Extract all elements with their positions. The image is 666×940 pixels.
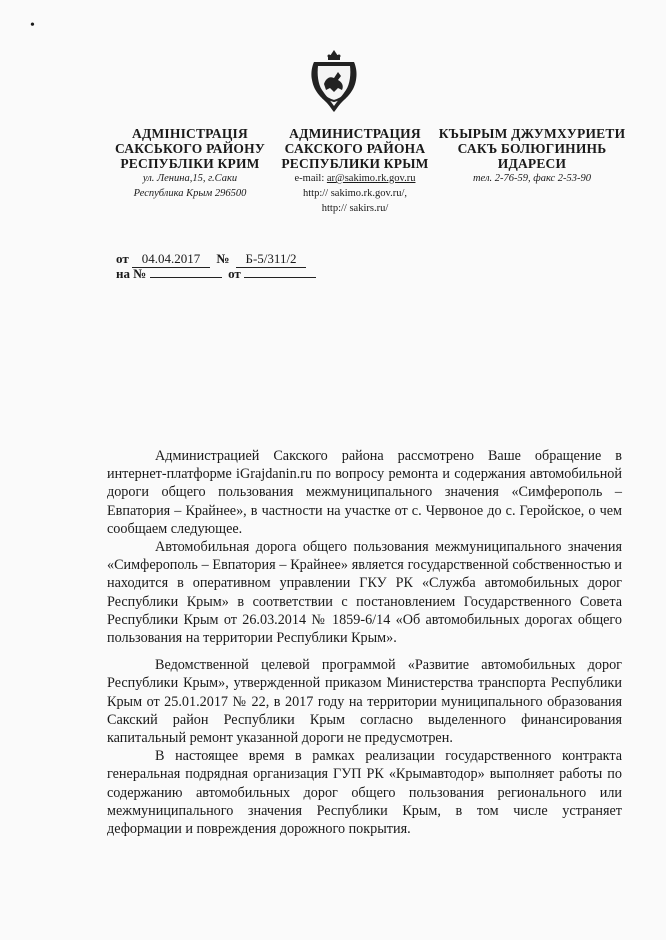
- header-crimean-tatar: [432, 126, 632, 186]
- letter-number: Б-5/311/2: [236, 251, 306, 268]
- margin-mark: •: [30, 18, 35, 33]
- paragraph-4: В настоящее время в рамках реализации государственного контракта генеральная подрядная организация ГУП РК «Крымавтодор» выполняет работы по содержанию автомобильных дорог общего пользования регионального или межмуниципального значения Республики Крым, в том числе устраняет деформации и повреждения дорожного покрытия.: [107, 748, 622, 838]
- header-ct-phones: тел. 2-76-59, факс 2-53-90: [472, 173, 592, 184]
- header-russian: [280, 126, 430, 216]
- header-ru-line1: АДМИНИСТРАЦИЯ: [289, 126, 421, 141]
- letter-body: [107, 447, 622, 838]
- email-link[interactable]: ar@sakimo.rk.gov.ru: [326, 173, 416, 184]
- paragraph-2: Автомобильная дорога общего пользования межмуниципального значения «Симферополь – Евпатория – Крайнее» является государственной собственностью и находится в оперативном управлении ГКУ РК «Служба автомобильных дорог Республики Крым» в соответствии с постановлением Государственного Совета Республики Крым от 26.03.2014 № 1859-6/14 «Об автомобильных дорогах общего пользования на территории Республики Крым».: [107, 539, 622, 647]
- header-ct-line3: ИДАРЕСИ: [497, 156, 567, 171]
- header-ru-line3: РЕСПУБЛИКИ КРЫМ: [281, 156, 429, 171]
- reply-from-label: от: [228, 266, 241, 281]
- reply-registration: [116, 266, 316, 282]
- website-link-2[interactable]: http:// sakirs.ru/: [321, 203, 389, 214]
- paragraph-3: Ведомственной целевой программой «Развитие автомобильных дорог Республики Крым», утвержденной приказом Министерства транспорта Республики Крым от 25.01.2017 № 22, в 2017 году на территории муниципального образования Сакский район Республики Крым согласно выделенного финансирования капитальный ремонт указанной дороги не предусмотрен.: [107, 657, 622, 747]
- header-ua-line3: РЕСПУБЛІКИ КРИМ: [120, 156, 260, 171]
- letter-date: 04.04.2017: [132, 251, 210, 268]
- email-label: e-mail:: [294, 173, 325, 184]
- reply-label: на №: [116, 266, 147, 281]
- header-ua-line2: САКСЬКОГО РАЙОНУ: [115, 141, 265, 156]
- header-ua-address1: ул. Ленина,15, г.Саки: [142, 173, 238, 184]
- reply-number: [150, 277, 222, 278]
- header-ua-address2: Республика Крым 296500: [133, 188, 247, 199]
- from-label: от: [116, 251, 129, 266]
- crimea-emblem-icon: [308, 48, 360, 114]
- header-ukrainian: [100, 126, 280, 201]
- header-ru-line2: САКСКОГО РАЙОНА: [284, 141, 426, 156]
- header-ct-line1: КЪЫРЫМ ДЖУМХУРИЕТИ: [438, 126, 626, 141]
- website-link-1[interactable]: http:// sakimo.rk.gov.ru/,: [302, 188, 408, 199]
- header-ua-line1: АДМІНІСТРАЦІЯ: [132, 126, 248, 141]
- header-ct-line2: САКЪ БОЛЮГИНИНЬ: [457, 141, 607, 156]
- paragraph-1: Администрацией Сакского района рассмотрено Ваше обращение в интернет-платформе iGrajdanin.ru по вопросу ремонта и содержания автомобильной дороги общего пользования межмуниципального значения «Симферополь – Евпатория – Крайнее», в частности на участке от с. Червоное до с. Геройское, о чем сообщаем следующее.: [107, 448, 622, 537]
- reply-date: [244, 277, 316, 278]
- number-label: №: [216, 251, 230, 266]
- header-ru-email-row: [280, 171, 430, 186]
